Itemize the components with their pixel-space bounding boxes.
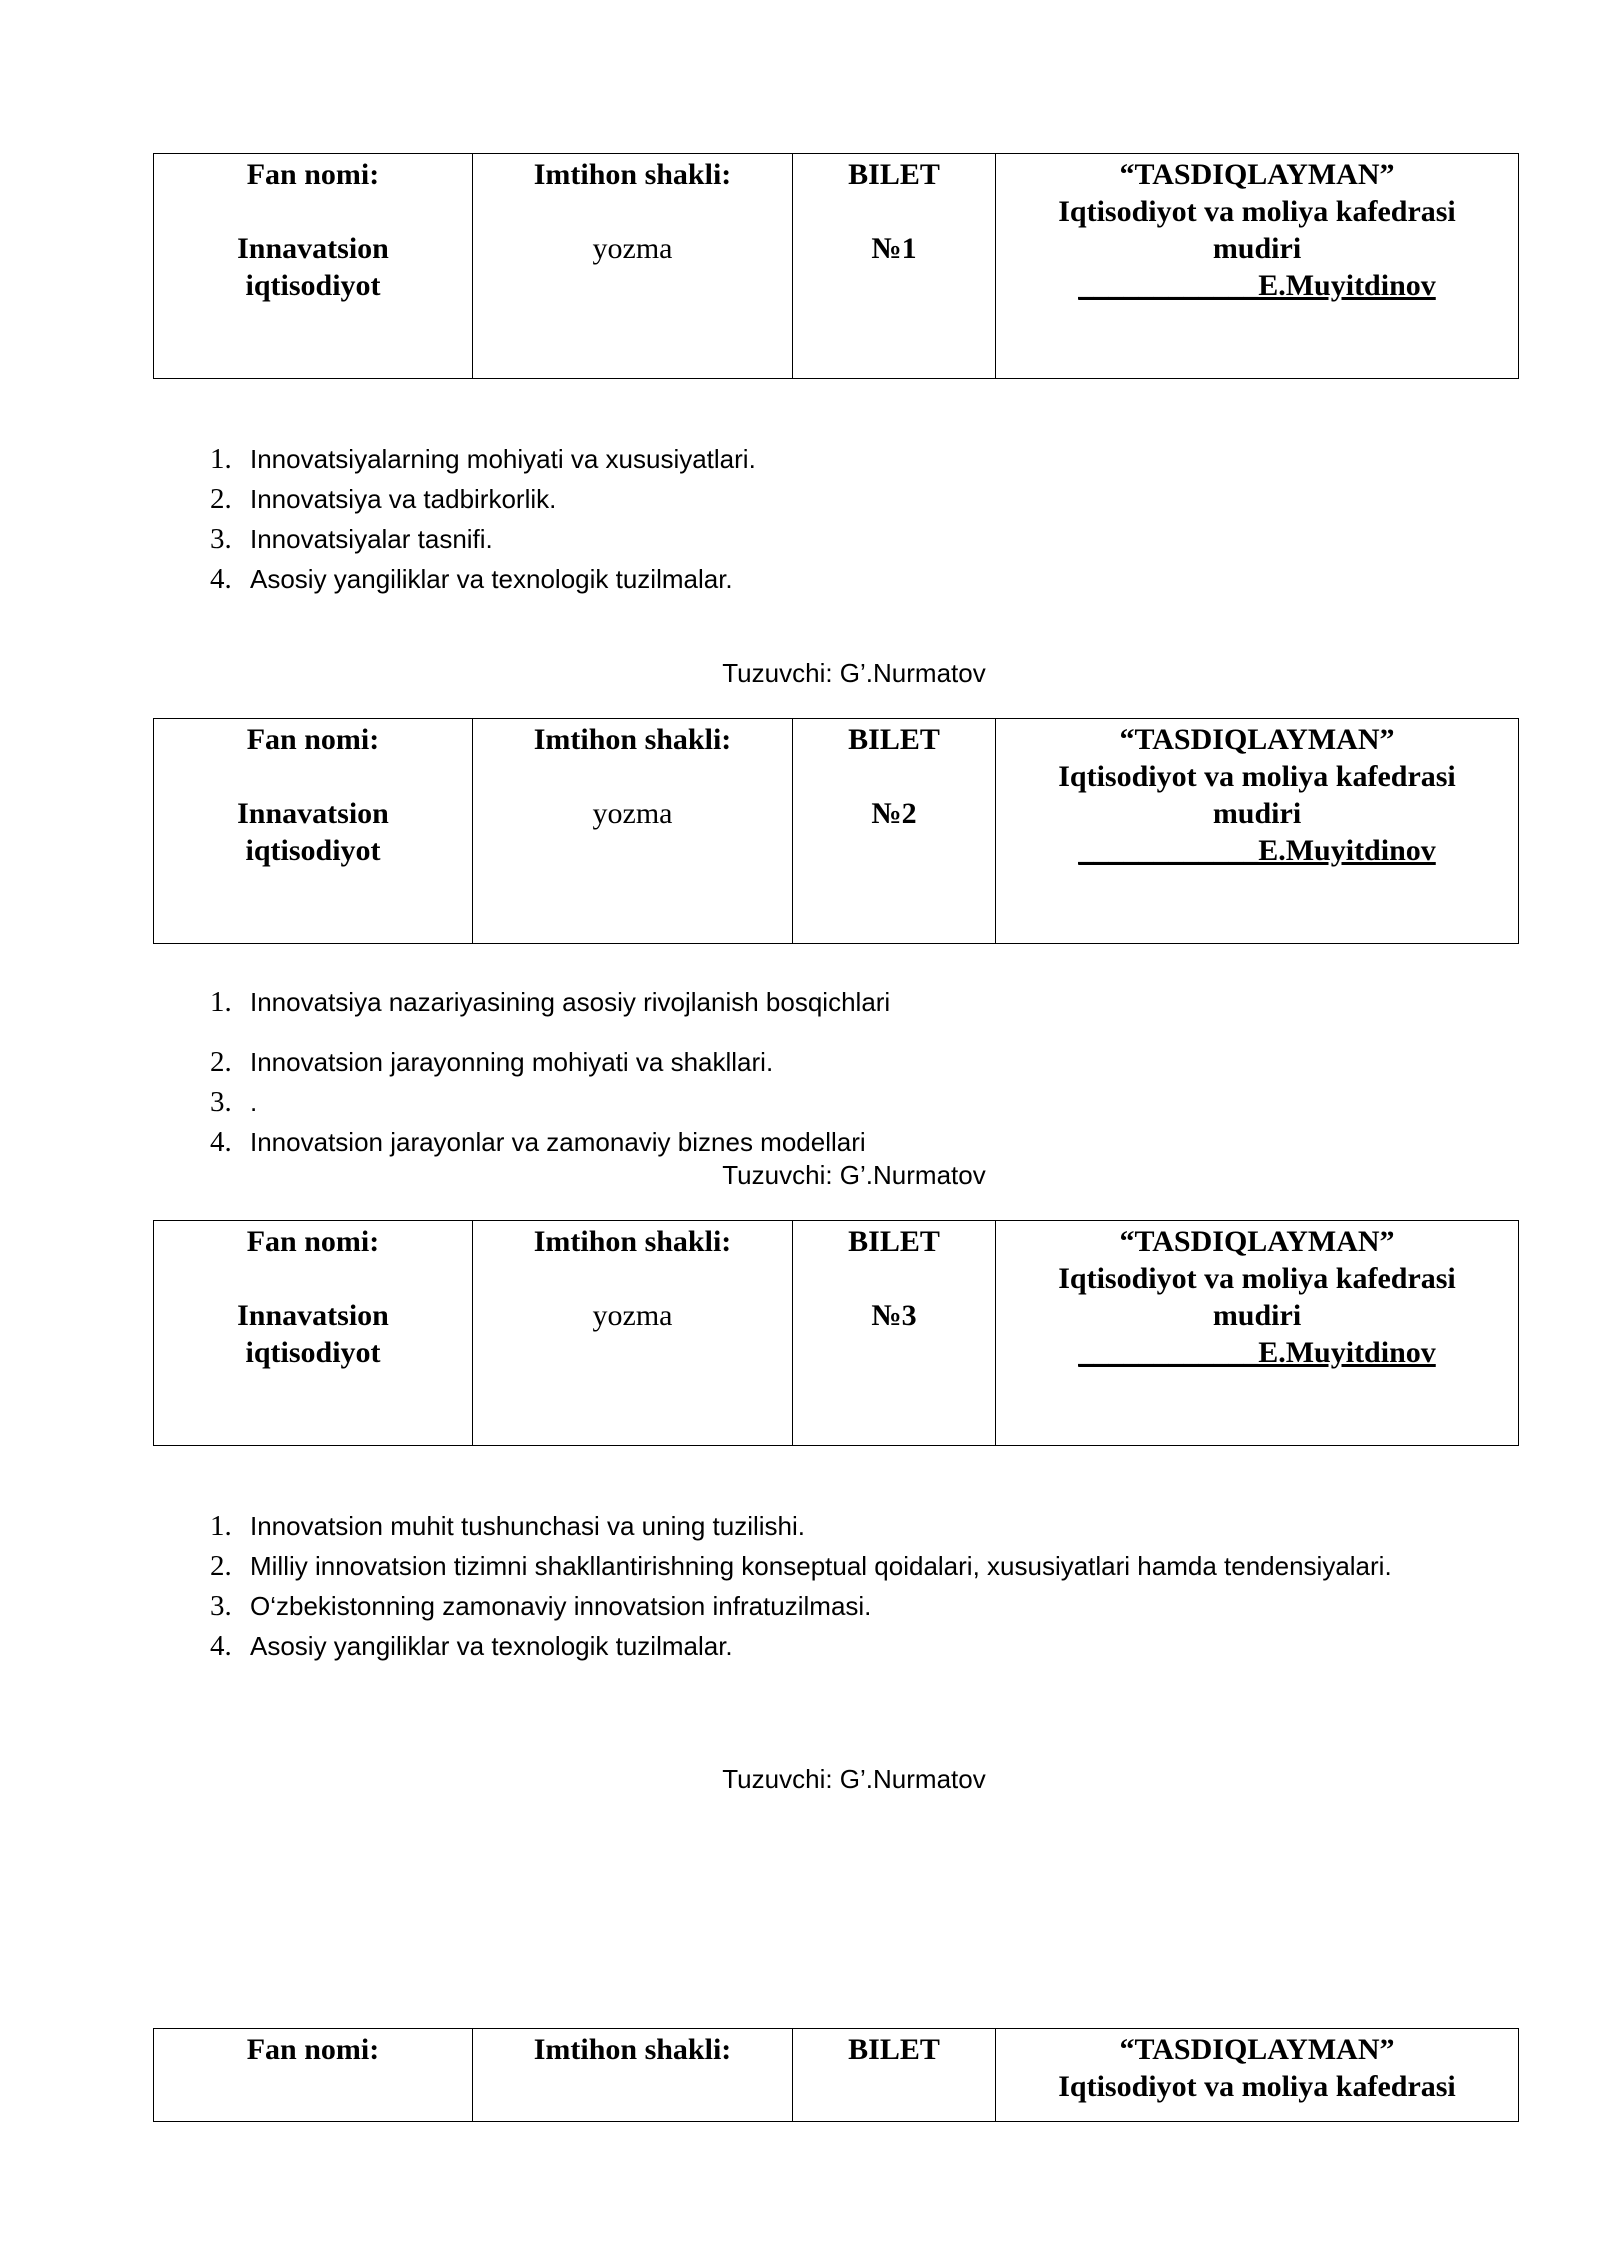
question-list-2: [210, 982, 890, 1162]
approval-cell: [996, 1221, 1519, 1446]
exam-form-value: yozma: [592, 797, 673, 830]
ticket-number-cell: [793, 2029, 996, 2122]
ticket-number-cell: [793, 1221, 996, 1446]
question-item: 2. Innovatsion jarayonning mohiyati va shakllari.: [210, 1046, 774, 1078]
approval-position: mudiri: [1212, 1299, 1302, 1332]
author-line: Tuzuvchi: G’.Nurmatov: [722, 1764, 986, 1794]
exam-form-label: Imtihon shakli:: [533, 2033, 732, 2066]
question-item: 4. Innovatsion jarayonlar va zamonaviy biznes modellari: [210, 1126, 866, 1158]
question-item: 1. Innovatsiyalarning mohiyati va xususiyatlari.: [210, 443, 756, 475]
question-list-1: [210, 439, 756, 599]
ticket-number: №1: [871, 232, 917, 265]
subject-cell: [154, 2029, 473, 2122]
exam-form-label: Imtihon shakli:: [533, 158, 732, 191]
approval-cell: [996, 2029, 1519, 2122]
subject-cell: [154, 1221, 473, 1446]
approval-position: mudiri: [1212, 232, 1302, 265]
exam-form-cell: [473, 154, 793, 379]
exam-form-cell: [473, 1221, 793, 1446]
exam-form-cell: [473, 2029, 793, 2122]
approval-cell: [996, 154, 1519, 379]
subject-label: Fan nomi:: [246, 723, 380, 756]
approval-department: Iqtisodiyot va moliya kafedrasi: [1058, 760, 1456, 793]
question-list-3: [210, 1506, 1392, 1666]
question-item: 4. Asosiy yangiliklar va texnologik tuzilmalar.: [210, 563, 733, 595]
subject-label: Fan nomi:: [246, 2033, 380, 2066]
subject-name-line1: Innavatsion: [237, 232, 389, 265]
ticket-header-table-1: [153, 153, 1519, 379]
subject-name-line2: iqtisodiyot: [245, 1336, 381, 1369]
subject-label: Fan nomi:: [246, 1225, 380, 1258]
subject-name-line2: iqtisodiyot: [245, 834, 381, 867]
approval-signature: ____________E.Muyitdinov: [1078, 834, 1436, 867]
exam-form-value: yozma: [592, 232, 673, 265]
ticket-label: BILET: [848, 723, 940, 756]
approval-signature: ____________E.Muyitdinov: [1078, 1336, 1436, 1369]
exam-form-cell: [473, 719, 793, 944]
question-item: 2. Milliy innovatsion tizimni shakllantirishning konseptual qoidalari, xususiyatlari hamda tendensiyalari.: [210, 1550, 1392, 1582]
question-item: 2. Innovatsiya va tadbirkorlik.: [210, 483, 557, 515]
question-item: 1. Innovatsiya nazariyasining asosiy rivojlanish bosqichlari: [210, 986, 891, 1018]
exam-form-value: yozma: [592, 1299, 673, 1332]
ticket-header-table-2: [153, 718, 1519, 944]
ticket-number: №3: [871, 1299, 917, 1332]
subject-cell: [154, 154, 473, 379]
exam-form-label: Imtihon shakli:: [533, 1225, 732, 1258]
question-item: 4. Asosiy yangiliklar va texnologik tuzilmalar.: [210, 1630, 733, 1662]
question-item: 1. Innovatsion muhit tushunchasi va uning tuzilishi.: [210, 1510, 805, 1542]
subject-cell: [154, 719, 473, 944]
question-item: 3. .: [210, 1086, 258, 1118]
author-line: Tuzuvchi: G’.Nurmatov: [722, 658, 986, 688]
ticket-label: BILET: [848, 158, 940, 191]
approval-title: “TASDIQLAYMAN”: [1119, 1225, 1395, 1258]
approval-department: Iqtisodiyot va moliya kafedrasi: [1058, 2070, 1456, 2103]
question-item: 3. Innovatsiyalar tasnifi.: [210, 523, 493, 555]
approval-cell: [996, 719, 1519, 944]
approval-signature: ____________E.Muyitdinov: [1078, 269, 1436, 302]
ticket-header-table-4: [153, 2028, 1519, 2122]
subject-name-line1: Innavatsion: [237, 1299, 389, 1332]
subject-name-line2: iqtisodiyot: [245, 269, 381, 302]
approval-department: Iqtisodiyot va moliya kafedrasi: [1058, 195, 1456, 228]
ticket-number-cell: [793, 719, 996, 944]
approval-position: mudiri: [1212, 797, 1302, 830]
question-item: 3. O‘zbekistonning zamonaviy innovatsion infratuzilmasi.: [210, 1590, 872, 1622]
exam-form-label: Imtihon shakli:: [533, 723, 732, 756]
approval-title: “TASDIQLAYMAN”: [1119, 723, 1395, 756]
author-line: Tuzuvchi: G’.Nurmatov: [722, 1160, 986, 1190]
ticket-number-cell: [793, 154, 996, 379]
subject-label: Fan nomi:: [246, 158, 380, 191]
ticket-label: BILET: [848, 2033, 940, 2066]
approval-department: Iqtisodiyot va moliya kafedrasi: [1058, 1262, 1456, 1295]
ticket-label: BILET: [848, 1225, 940, 1258]
ticket-number: №2: [871, 797, 917, 830]
approval-title: “TASDIQLAYMAN”: [1119, 158, 1395, 191]
ticket-header-table-3: [153, 1220, 1519, 1446]
subject-name-line1: Innavatsion: [237, 797, 389, 830]
approval-title: “TASDIQLAYMAN”: [1119, 2033, 1395, 2066]
